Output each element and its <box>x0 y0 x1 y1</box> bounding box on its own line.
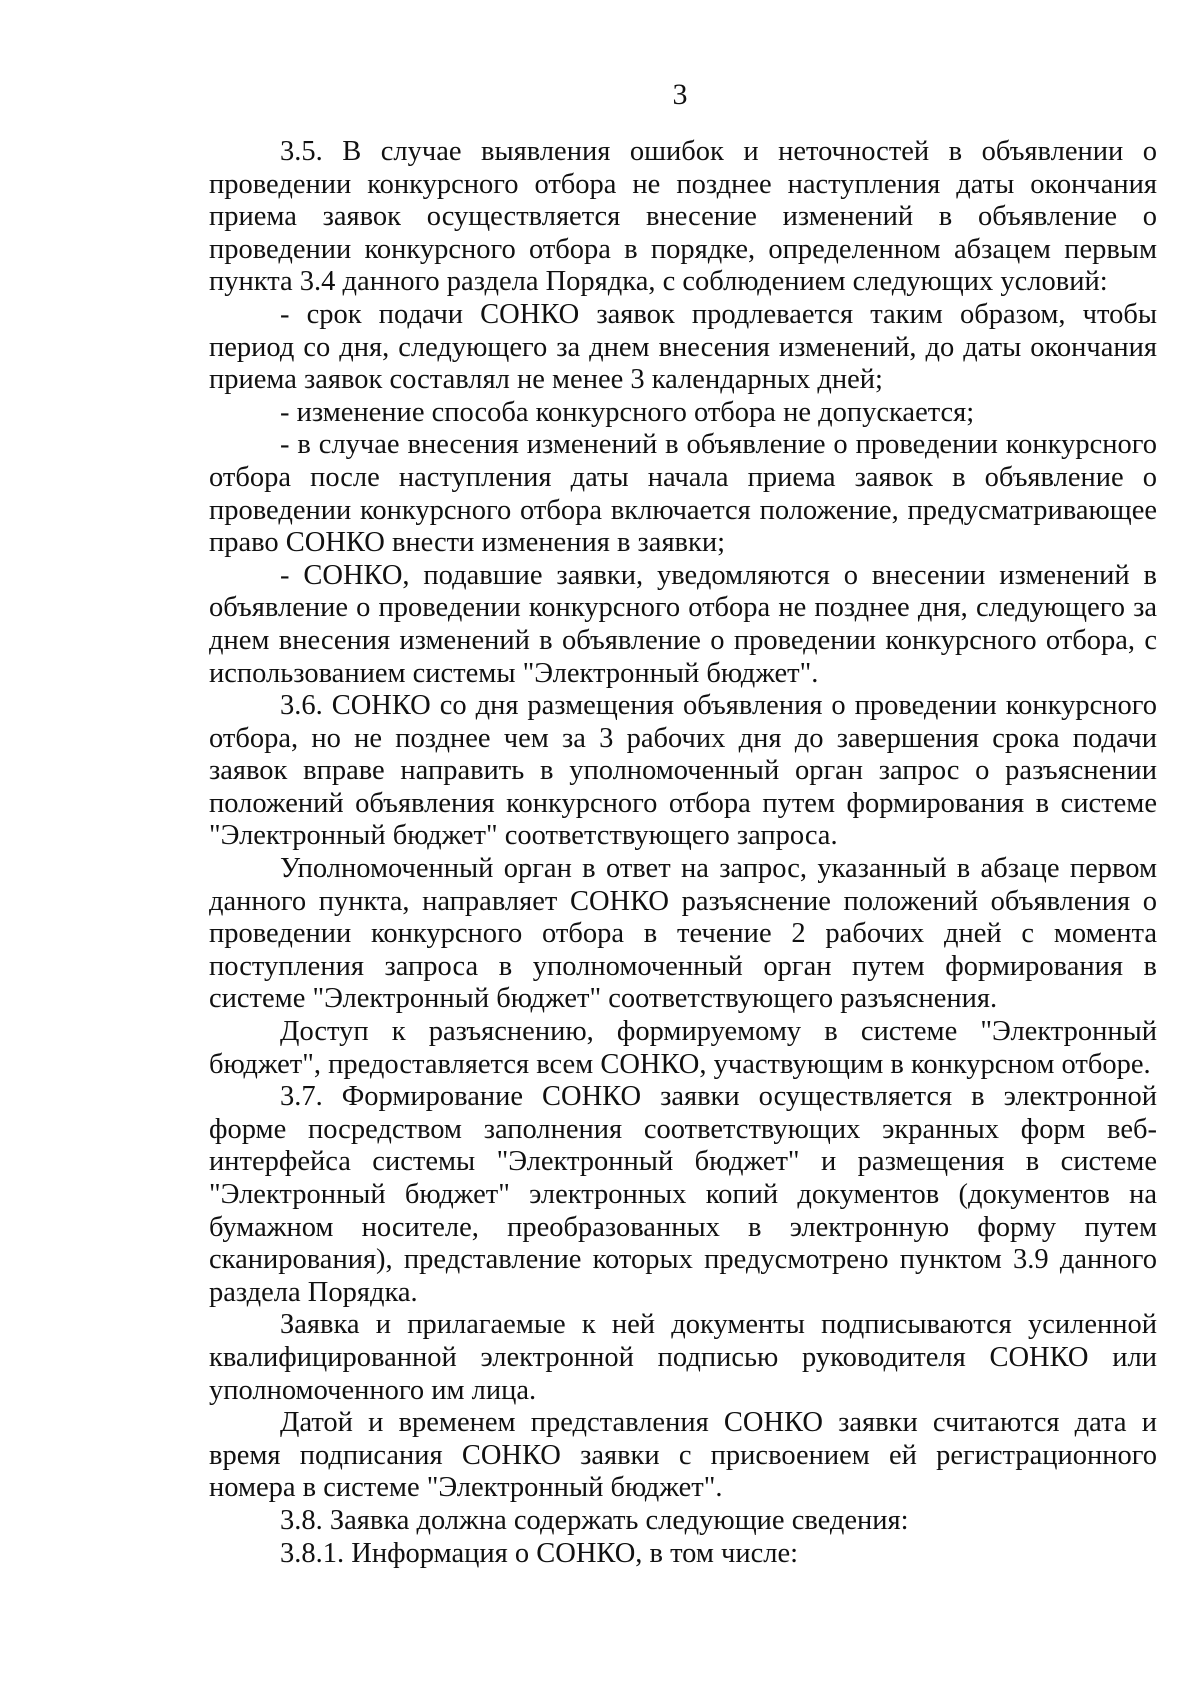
page-number: 3 <box>672 78 688 111</box>
paragraph-3-8: 3.8. Заявка должна содержать следующие сведения: <box>280 1504 909 1536</box>
document-body <box>209 136 1157 1570</box>
paragraph-notification: - СОНКО, подавшие заявки, уведомляются о внесении изменений в объявление о проведении конкурсного отбора не позднее дня, следующего за днем внесения изменений в объявление о проведении конкурсного отбора, с использованием системы "Электронный бюджет". <box>209 559 1157 689</box>
paragraph-deadline-extension: - срок подачи СОНКО заявок продлевается таким образом, чтобы период со дня, следующего за днем внесения изменений, до даты окончания приема заявок составлял не менее 3 календарных дней; <box>209 298 1157 396</box>
paragraph-signature: Заявка и прилагаемые к ней документы подписываются усиленной квалифицированной электронной подписью руководителя СОНКО или уполномоченного им лица. <box>209 1309 1157 1406</box>
paragraph-3-7: 3.7. Формирование СОНКО заявки осуществляется в электронной форме посредством заполнения соответствующих экранных форм веб-интерфейса системы "Электронный бюджет" и размещения в системе "Электронный бюджет" электронных копий документов (документов на бумажном носителе, преобразованных в электронную форму путем сканирования), представление которых предусмотрено пунктом 3.9 данного раздела Порядка. <box>209 1081 1157 1308</box>
paragraph-3-6: 3.6. СОНКО со дня размещения объявления о проведении конкурсного отбора, но не позднее чем за 3 рабочих дня до завершения срока подачи заявок вправе направить в уполномоченный орган запрос о разъяснении положений объявления конкурсного отбора путем формирования в системе "Электронный бюджет" соответствующего запроса. <box>209 690 1157 852</box>
paragraph-3-8-1: 3.8.1. Информация о СОНКО, в том числе: <box>280 1537 799 1569</box>
paragraph-clarification-response: Уполномоченный орган в ответ на запрос, указанный в абзаце первом данного пункта, направляет СОНКО разъяснение положений объявления о проведении конкурсного отбора в течение 2 рабочих дней с момента поступления запроса в уполномоченный орган путем формирования в системе "Электронный бюджет" соответствующего разъяснения. <box>209 853 1157 1015</box>
paragraph-clarification-access: Доступ к разъяснению, формируемому в системе "Электронный бюджет", предоставляется всем СОНКО, участвующим в конкурсном отборе. <box>209 1016 1157 1080</box>
paragraph-method-change: - изменение способа конкурсного отбора не допускается; <box>280 396 975 428</box>
paragraph-submission-date: Датой и временем представления СОНКО заявки считаются дата и время подписания СОНКО заявки с присвоением ей регистрационного номера в системе "Электронный бюджет". <box>209 1407 1157 1504</box>
paragraph-application-changes: - в случае внесения изменений в объявление о проведении конкурсного отбора после наступления даты начала приема заявок в объявление о проведении конкурсного отбора включается положение, предусматривающее право СОНКО внести изменения в заявки; <box>209 429 1157 559</box>
paragraph-3-5: 3.5. В случае выявления ошибок и неточностей в объявлении о проведении конкурсного отбора не позднее наступления даты окончания приема заявок осуществляется внесение изменений в объявление о проведении конкурсного отбора в порядке, определенном абзацем первым пункта 3.4 данного раздела Порядка, с соблюдением следующих условий: <box>209 136 1157 298</box>
